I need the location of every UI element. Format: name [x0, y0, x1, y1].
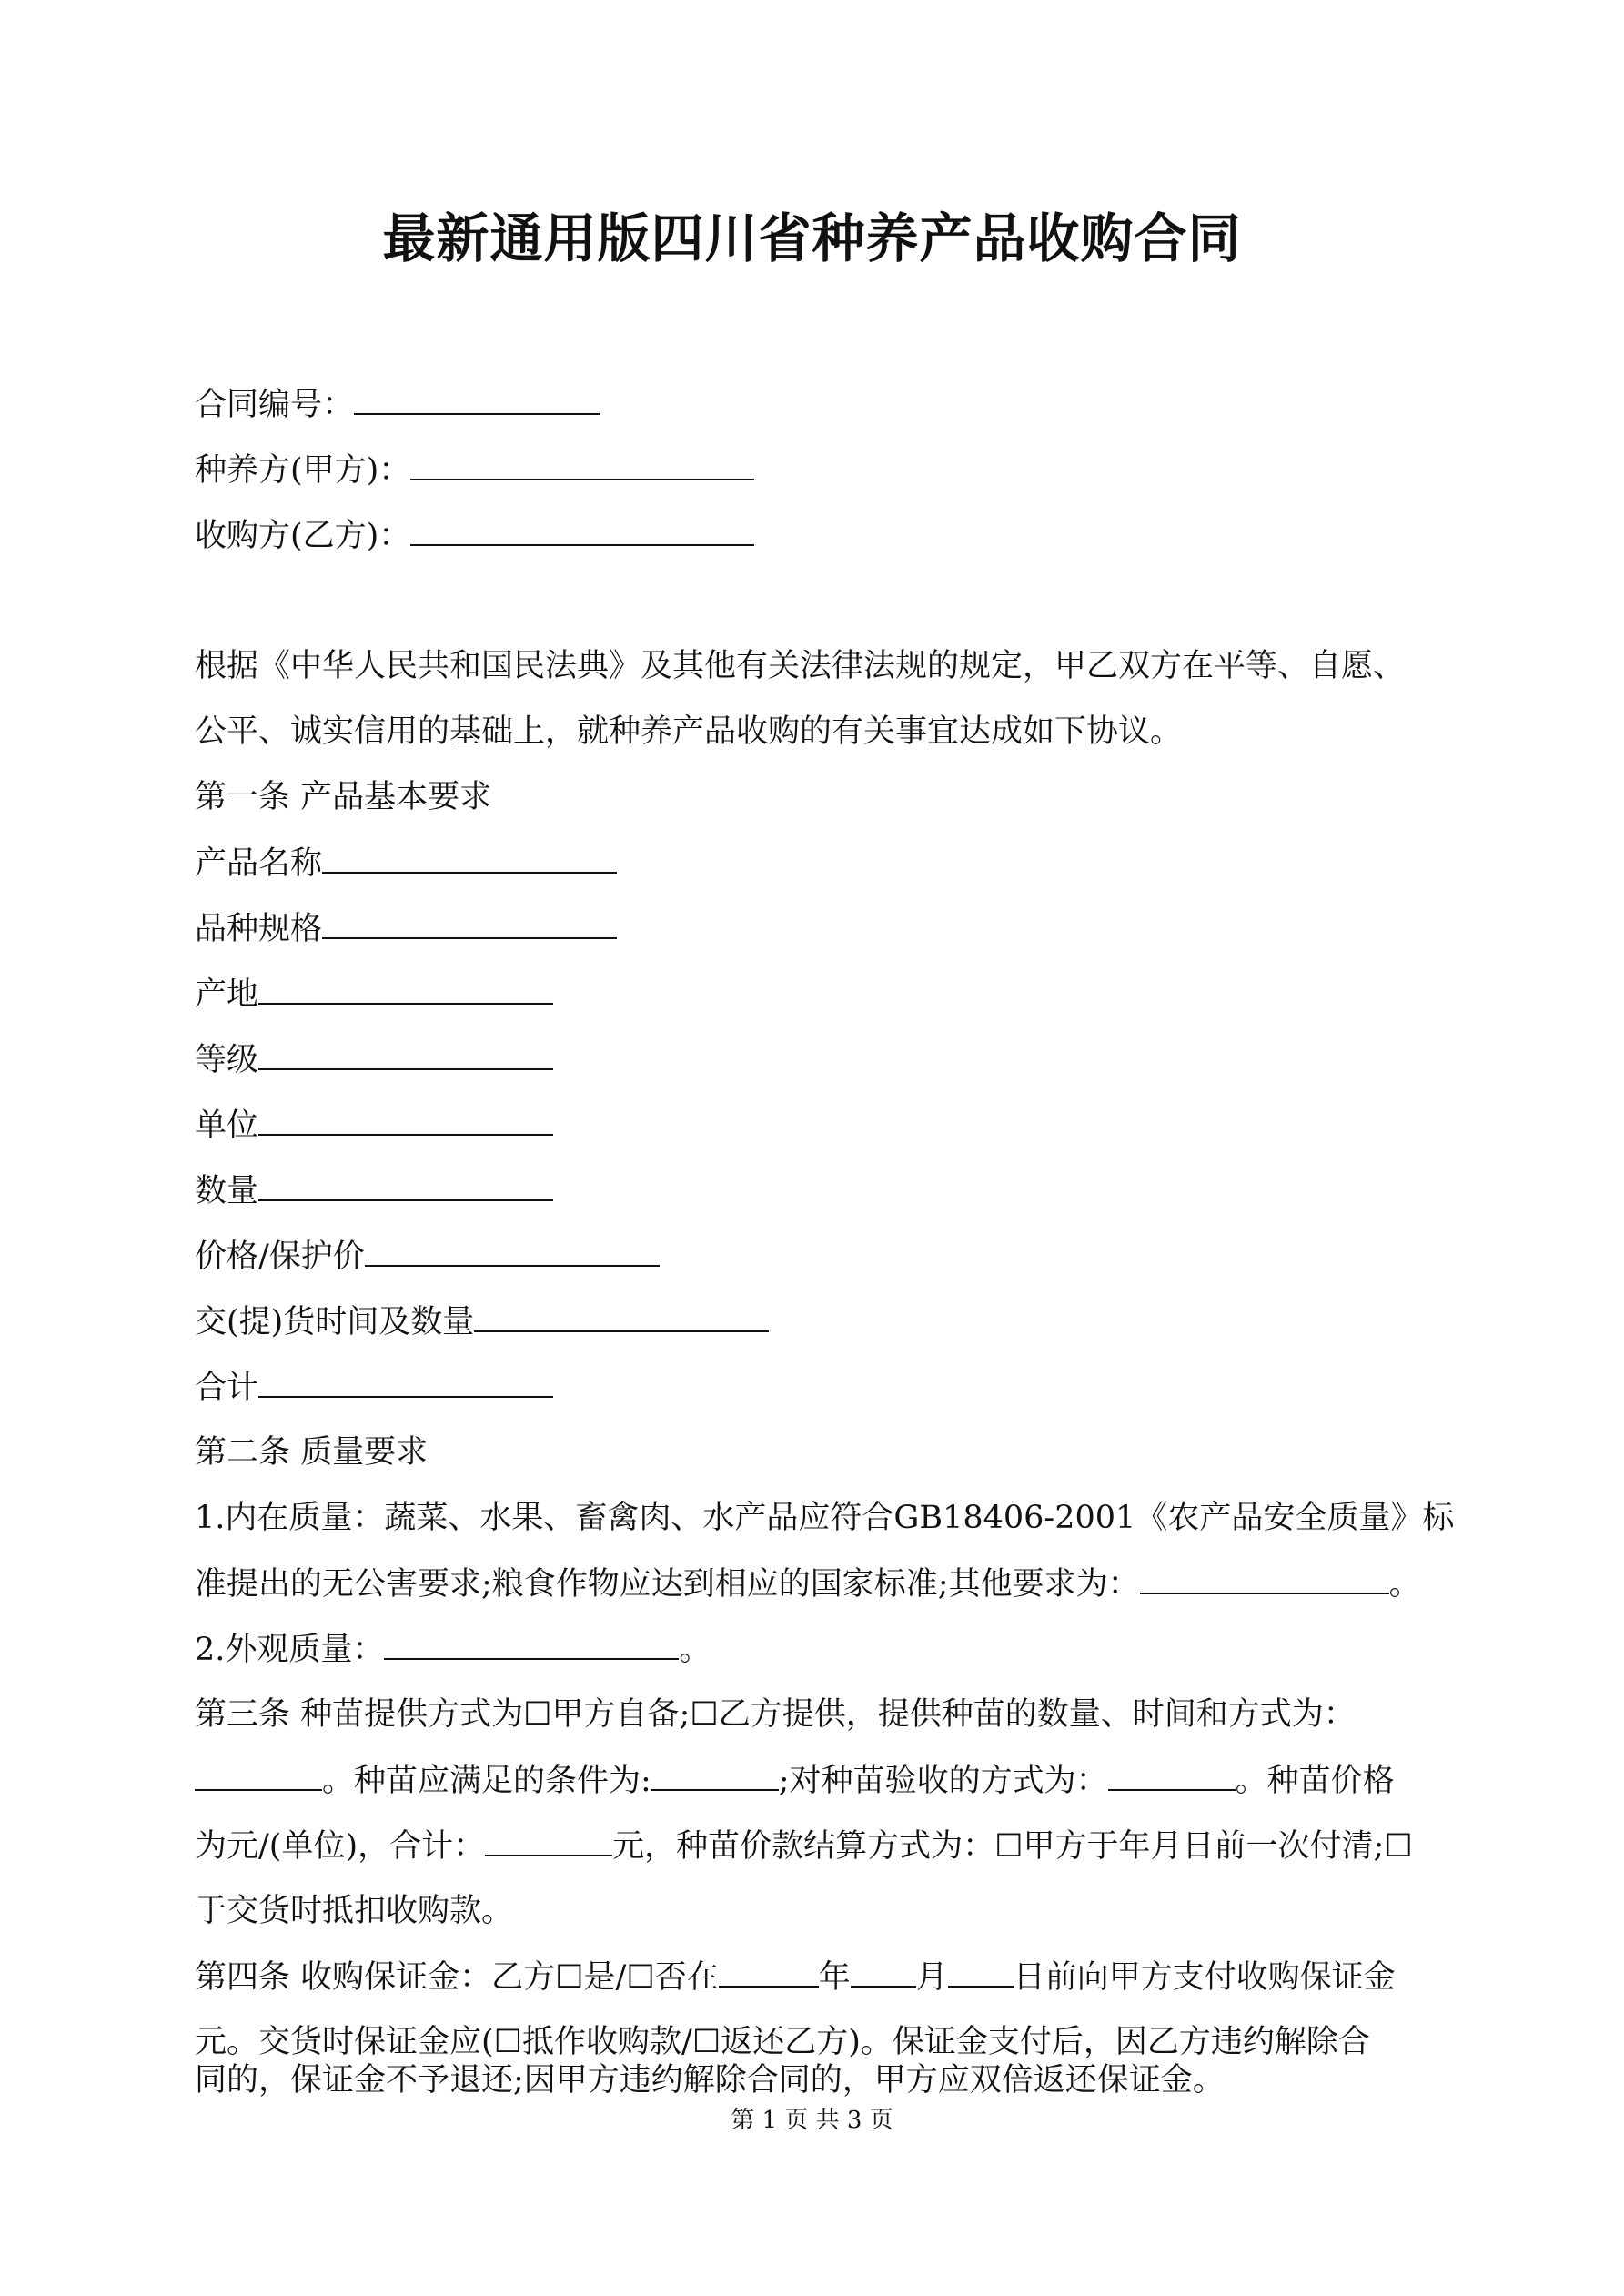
checkbox-deduct-on-delivery[interactable]: ☐: [1384, 1828, 1413, 1865]
article2-other-req-text: 准提出的无公害要求;粮食作物应达到相应的国家标准;其他要求为：: [195, 1566, 1140, 1603]
unit-row: [195, 1103, 553, 1148]
party-b-provide-label: 乙方提供，提供种苗的数量、时间和方式为：: [718, 1696, 1356, 1733]
other-requirements-field[interactable]: [1140, 1562, 1389, 1594]
day-field[interactable]: [948, 1955, 1014, 1988]
price-label: 价格/保护价: [195, 1239, 365, 1275]
checkbox-yes[interactable]: ☐: [555, 1959, 584, 1996]
page-footer: 第 1 页 共 3 页: [731, 2107, 893, 2134]
party-a-self-label: 甲方自备;: [551, 1696, 691, 1733]
checkbox-no[interactable]: ☐: [626, 1959, 655, 1996]
year-label: 年: [818, 1959, 851, 1996]
price-row: [195, 1234, 660, 1279]
article4-line-3: 同的，保证金不予退还;因甲方违约解除合同的，甲方应双倍返还保证金。: [195, 2062, 1225, 2099]
article4-heading-text: 第四条 收购保证金：乙方: [195, 1959, 556, 1996]
total-label: 合计: [195, 1370, 259, 1406]
month-label: 月: [915, 1959, 948, 1996]
contract-number-row: [195, 382, 600, 427]
party-b-label: 收购方(乙方)：: [195, 518, 411, 554]
period: 。: [1388, 1566, 1421, 1603]
product-name-row: [195, 841, 617, 885]
variety-spec-field[interactable]: [322, 906, 617, 939]
seedling-price-label: 。种苗价格: [1235, 1763, 1395, 1799]
article1-heading: 第一条 产品基本要求: [195, 779, 492, 815]
delivery-time-label: 交(提)货时间及数量: [195, 1304, 475, 1340]
seedling-supply-field[interactable]: [195, 1758, 322, 1791]
checkbox-return-b[interactable]: ☐: [691, 2024, 721, 2060]
party-a-field[interactable]: [410, 448, 754, 480]
party-b-field[interactable]: [410, 513, 754, 546]
month-field[interactable]: [851, 1955, 916, 1988]
delivery-time-row: [195, 1300, 769, 1344]
deposit-use-text: 元。交货时保证金应(: [195, 2024, 494, 2060]
variety-spec-label: 品种规格: [195, 911, 323, 947]
yes-label: 是/: [583, 1959, 627, 1996]
variety-spec-row: [195, 906, 617, 951]
preamble-line-2: 公平、诚实信用的基础上，就种养产品收购的有关事宜达成如下协议。: [195, 713, 1183, 750]
article4-line-2: [195, 2020, 1370, 2064]
party-b-row: [195, 513, 754, 558]
article2-heading: 第二条 质量要求: [195, 1434, 429, 1471]
quantity-row: [195, 1168, 553, 1213]
grade-row: [195, 1037, 553, 1082]
document-title: 最新通用版四川省种养产品收购合同: [382, 207, 1242, 269]
article2-line-1: 1.内在质量：蔬菜、水果、畜禽肉、水产品应符合GB18406-2001《农产品安全质量》标: [195, 1500, 1455, 1536]
checkbox-offset-payment[interactable]: ☐: [493, 2024, 523, 2060]
delivery-time-field[interactable]: [474, 1300, 769, 1332]
year-field[interactable]: [719, 1955, 819, 1988]
seedling-condition-label: 。种苗应满足的条件为:: [322, 1763, 651, 1799]
article3-heading-text: 第三条 种苗提供方式为: [195, 1696, 524, 1733]
appearance-quality-field[interactable]: [384, 1627, 679, 1660]
pay-in-full-label: 甲方于年月日前一次付清;: [1023, 1828, 1385, 1865]
checkbox-party-a-self[interactable]: ☐: [523, 1696, 552, 1733]
seedling-settlement-label: 元，种苗价款结算方式为：: [612, 1828, 995, 1865]
article3-line-4: 于交货时抵扣收购款。: [195, 1893, 514, 1929]
seedling-acceptance-label: ;对种苗验收的方式为：: [778, 1763, 1108, 1799]
seedling-acceptance-field[interactable]: [1108, 1758, 1236, 1791]
price-field[interactable]: [365, 1234, 660, 1267]
total-row: [195, 1365, 553, 1410]
article2-line-3: [195, 1627, 711, 1672]
unit-label: 单位: [195, 1108, 259, 1144]
no-label: 否在: [654, 1959, 719, 1996]
origin-field[interactable]: [258, 972, 553, 1005]
article4-line-1: [195, 1955, 1396, 1999]
seedling-condition-field[interactable]: [651, 1758, 779, 1791]
quantity-field[interactable]: [258, 1168, 553, 1201]
product-name-label: 产品名称: [195, 845, 323, 882]
seedling-unit-total-label: 为元/(单位)，合计：: [195, 1828, 486, 1865]
article2-line-2: [195, 1562, 1421, 1606]
deposit-text: 日前向甲方支付收购保证金: [1013, 1959, 1396, 1996]
quantity-label: 数量: [195, 1173, 259, 1209]
seedling-total-field[interactable]: [485, 1824, 612, 1856]
origin-label: 产地: [195, 976, 259, 1013]
return-b-label: 返还乙方)。保证金支付后，因乙方违约解除合: [721, 2024, 1370, 2060]
checkbox-party-b-provide[interactable]: ☐: [690, 1696, 719, 1733]
unit-field[interactable]: [258, 1103, 553, 1136]
preamble-line-1: 根据《中华人民共和国民法典》及其他有关法律法规的规定，甲乙双方在平等、自愿、: [195, 648, 1406, 684]
checkbox-pay-in-full[interactable]: ☐: [994, 1828, 1024, 1865]
contract-number-field[interactable]: [354, 382, 600, 415]
grade-field[interactable]: [258, 1037, 553, 1070]
article3-line-1: [195, 1693, 1356, 1736]
contract-number-label: 合同编号：: [195, 387, 355, 423]
party-a-row: [195, 448, 754, 492]
article3-line-3: [195, 1824, 1413, 1868]
article3-line-2: [195, 1758, 1395, 1803]
offset-payment-label: 抵作收购款/: [522, 2024, 692, 2060]
origin-row: [195, 972, 553, 1017]
period: 。: [679, 1632, 711, 1668]
product-name-field[interactable]: [322, 841, 617, 874]
appearance-quality-label: 2.外观质量：: [195, 1632, 385, 1668]
grade-label: 等级: [195, 1042, 259, 1078]
party-a-label: 种养方(甲方)：: [195, 452, 411, 489]
total-field[interactable]: [258, 1365, 553, 1398]
